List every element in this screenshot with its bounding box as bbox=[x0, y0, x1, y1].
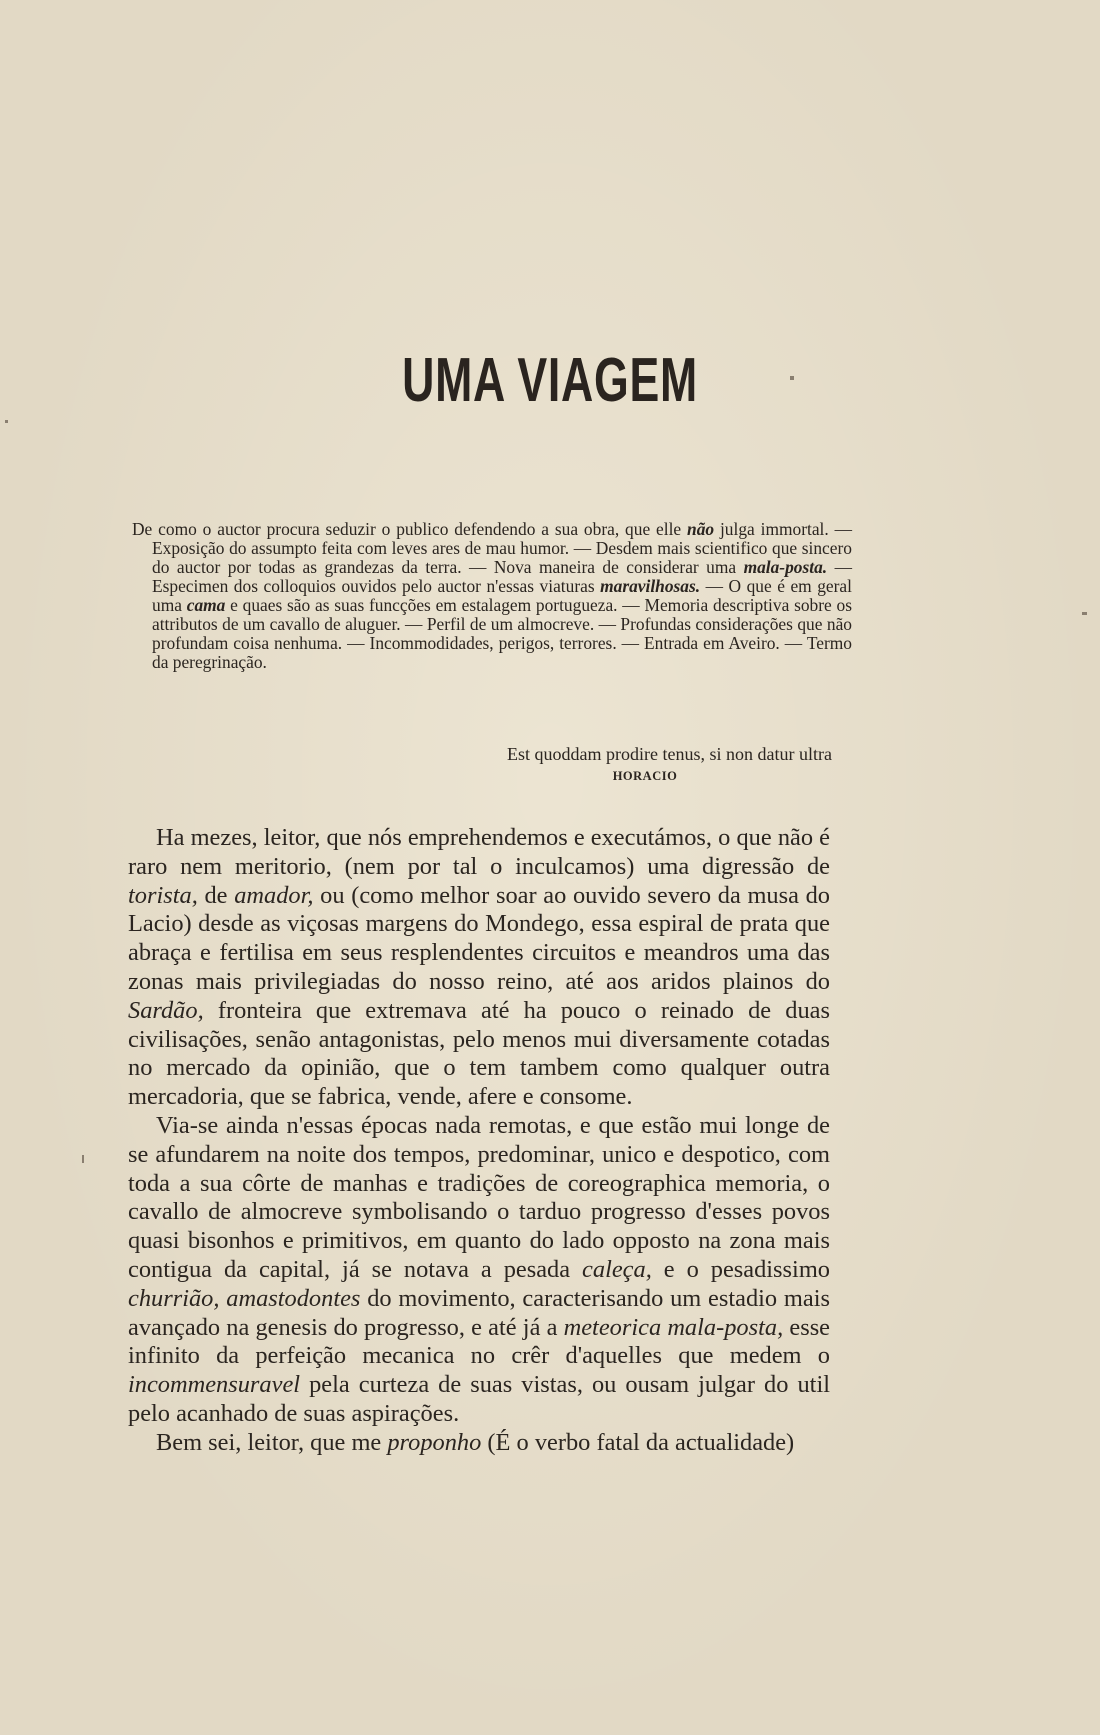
text-run: ou (como melhor soar ao ouvido severo da musa do Lacio) desde as viçosas margens do Mondego, essa espiral de prata que abraça e fertilisa em seus resplendentes circuitos e meandros uma das zonas mais privilegiadas do nosso reino, até aos aridos plainos do bbox=[128, 881, 831, 995]
body-text bbox=[128, 824, 830, 1458]
italic-run: churrião, amastodontes bbox=[128, 1284, 361, 1312]
text-run: e o pesadissimo bbox=[651, 1255, 830, 1283]
text-run: de bbox=[197, 881, 235, 909]
summary-emphasis: cama bbox=[186, 595, 226, 615]
text-run: do movimento, caracterisando um estadio mais avançado na genesis do progresso, e até já a bbox=[128, 1284, 830, 1341]
text-run: Via-se ainda n'essas épocas nada remotas, e que estão mui longe de se afundarem na noite dos tempos, predominar, unico e despotico, com toda a sua côrte de manhas e tradições de coreographica memoria, o cavallo de almocreve symbolisando o tarduo progresso d'esses povos quasi bisonhos e primitivos, em quanto do lado opposto na zona mais contigua da capital, já se notava a pesada bbox=[128, 1111, 830, 1283]
epigraph-author: HORACIO bbox=[612, 769, 678, 783]
text-run: (É o verbo fatal da actualidade) bbox=[481, 1428, 795, 1456]
specks bbox=[1082, 612, 1087, 615]
paragraph bbox=[128, 1429, 830, 1458]
summary-text: e quaes são as suas funcções em estalagem portugueza. — Memoria descriptiva sobre os attributos de um cavallo de aluguer. — Perfil de um almocreve. — Profundas considerações que não profundam coisa nenhuma. — Incommodidades, perigos, terrores. — Entrada em Aveiro. — Termo da peregrinação. bbox=[152, 595, 852, 672]
summary-text: — Especimen dos colloquios ouvidos pelo auctor n'essas viaturas bbox=[152, 557, 852, 596]
summary-text: julga immortal. — Exposição do assumpto feita com leves ares de mau humor. — Desdem mais scientifico que sincero do auctor por todas as grandezas da terra. — Nova maneira de considerar uma bbox=[152, 519, 852, 577]
italic-run: incommensuravel bbox=[128, 1371, 301, 1399]
summary-text: De como o auctor procura seduzir o publico defendendo a sua obra, que elle bbox=[132, 519, 688, 539]
text-run: Ha mezes, leitor, que nós emprehendemos e executámos, o que não é raro nem meritorio, (nem por tal o inculcamos) uma digressão de bbox=[128, 824, 830, 880]
chapter-summary bbox=[132, 520, 852, 672]
text-run: Bem sei, leitor, que me bbox=[156, 1428, 388, 1456]
chapter-title: UMA VIAGEM bbox=[402, 346, 698, 415]
italic-run: proponho bbox=[387, 1428, 482, 1456]
summary-emphasis: maravilhosas. bbox=[600, 576, 701, 596]
italic-run: Sardão, bbox=[128, 996, 204, 1024]
text-run: esse infinito da perfeição mecanica no crêr d'aquelles que medem o bbox=[128, 1313, 831, 1370]
specks bbox=[5, 420, 8, 423]
text-run: pela curteza de suas vistas, ou ousam julgar do util pelo acanhado de suas aspirações. bbox=[128, 1371, 830, 1427]
specks bbox=[82, 1155, 84, 1163]
paragraph bbox=[128, 824, 830, 1112]
text-run: fronteira que extremava até ha pouco o reinado de duas civilisações, senão antagonistas, pelo menos mui diversamente cotadas no mercado da opinião, que o tem tambem como qualquer outra mercadoria, que se fabrica, vende, afere e consome. bbox=[128, 996, 830, 1111]
summary-emphasis: não bbox=[687, 519, 715, 539]
summary-emphasis: mala-posta. bbox=[743, 557, 828, 577]
summary-text: — O que é em geral uma bbox=[152, 576, 852, 615]
epigraph-quote: Est quoddam prodire tenus, si non datur ultra bbox=[507, 744, 832, 764]
italic-run: amador, bbox=[234, 881, 314, 909]
italic-run: meteorica mala-posta, bbox=[563, 1313, 784, 1341]
italic-run: torista, bbox=[128, 881, 198, 909]
italic-run: caleça, bbox=[582, 1255, 652, 1283]
paragraph bbox=[128, 1112, 830, 1429]
